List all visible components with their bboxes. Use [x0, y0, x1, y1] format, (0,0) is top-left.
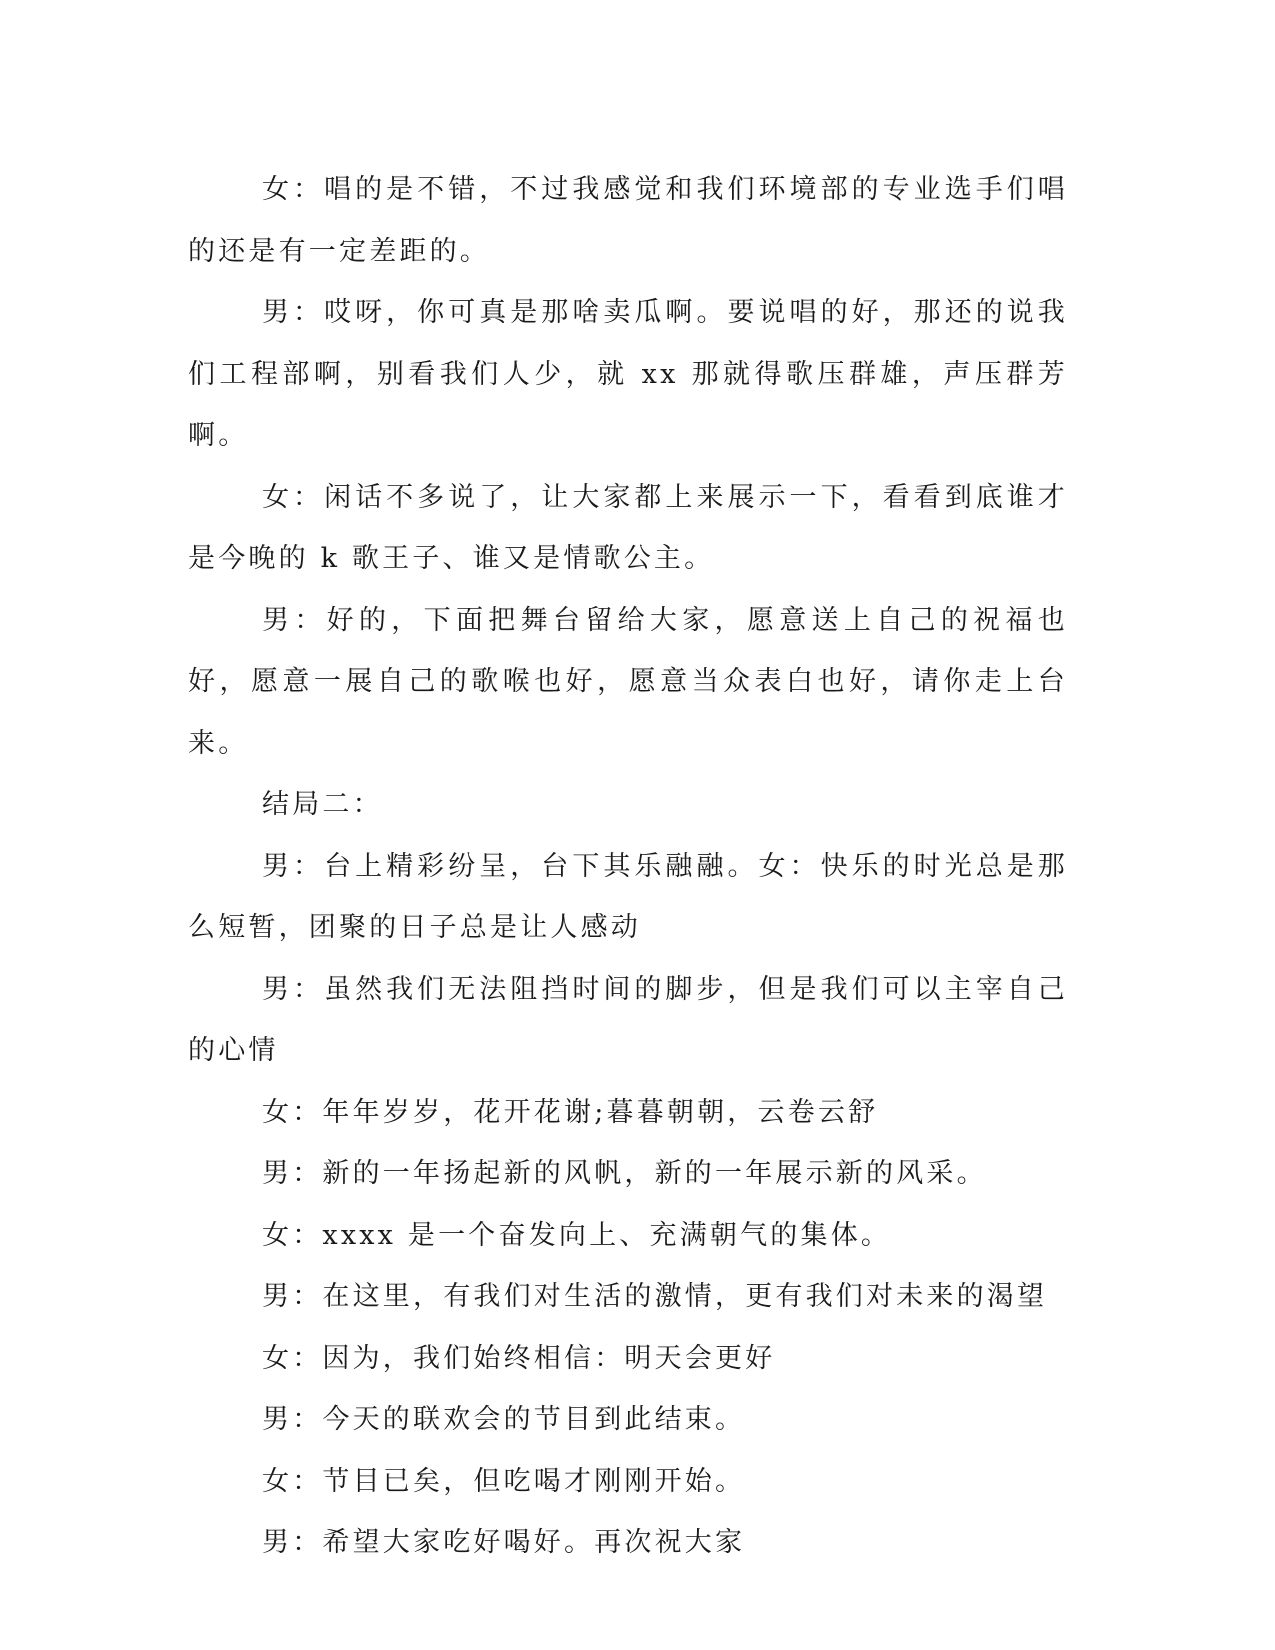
paragraph-2: 男：哎呀，你可真是那啥卖瓜啊。要说唱的好，那还的说我们工程部啊，别看我们人少，就 xx 那就得歌压群雄，声压群芳啊。 — [188, 297, 1068, 451]
paragraph-15: 男：希望大家吃好喝好。再次祝大家 — [262, 1527, 746, 1558]
paragraph-11: 男：在这里，有我们对生活的激情，更有我们对未来的渴望 — [262, 1281, 1048, 1312]
paragraph-12: 女：因为，我们始终相信：明天会更好 — [262, 1342, 776, 1374]
paragraph-9: 男：新的一年扬起新的风帆，新的一年展示新的风采。 — [262, 1158, 987, 1189]
section-heading: 结局二： — [262, 789, 383, 820]
paragraph-1: 女：唱的是不错，不过我感觉和我们环境部的专业选手们唱的还是有一定差距的。 — [188, 174, 1068, 267]
paragraph-8: 女：年年岁岁，花开花谢;暮暮朝朝，云卷云舒 — [262, 1096, 879, 1128]
paragraph-3: 女：闲话不多说了，让大家都上来展示一下，看看到底谁才是今晚的 k 歌王子、谁又是情歌公主。 — [188, 481, 1068, 574]
paragraph-7: 男：虽然我们无法阻挡时间的脚步，但是我们可以主宰自己的心情 — [188, 973, 1068, 1066]
paragraph-6: 男：台上精彩纷呈，台下其乐融融。女：快乐的时光总是那么短暂，团聚的日子总是让人感动 — [188, 850, 1068, 943]
paragraph-13: 男：今天的联欢会的节目到此结束。 — [262, 1404, 746, 1435]
paragraph-10: 女：xxxx 是一个奋发向上、充满朝气的集体。 — [262, 1219, 892, 1251]
paragraph-4: 男：好的，下面把舞台留给大家，愿意送上自己的祝福也好，愿意一展自己的歌喉也好，愿意当众表白也好，请你走上台来。 — [188, 604, 1068, 759]
document-body — [188, 159, 1068, 1574]
paragraph-14: 女：节目已矣，但吃喝才刚刚开始。 — [262, 1465, 746, 1497]
